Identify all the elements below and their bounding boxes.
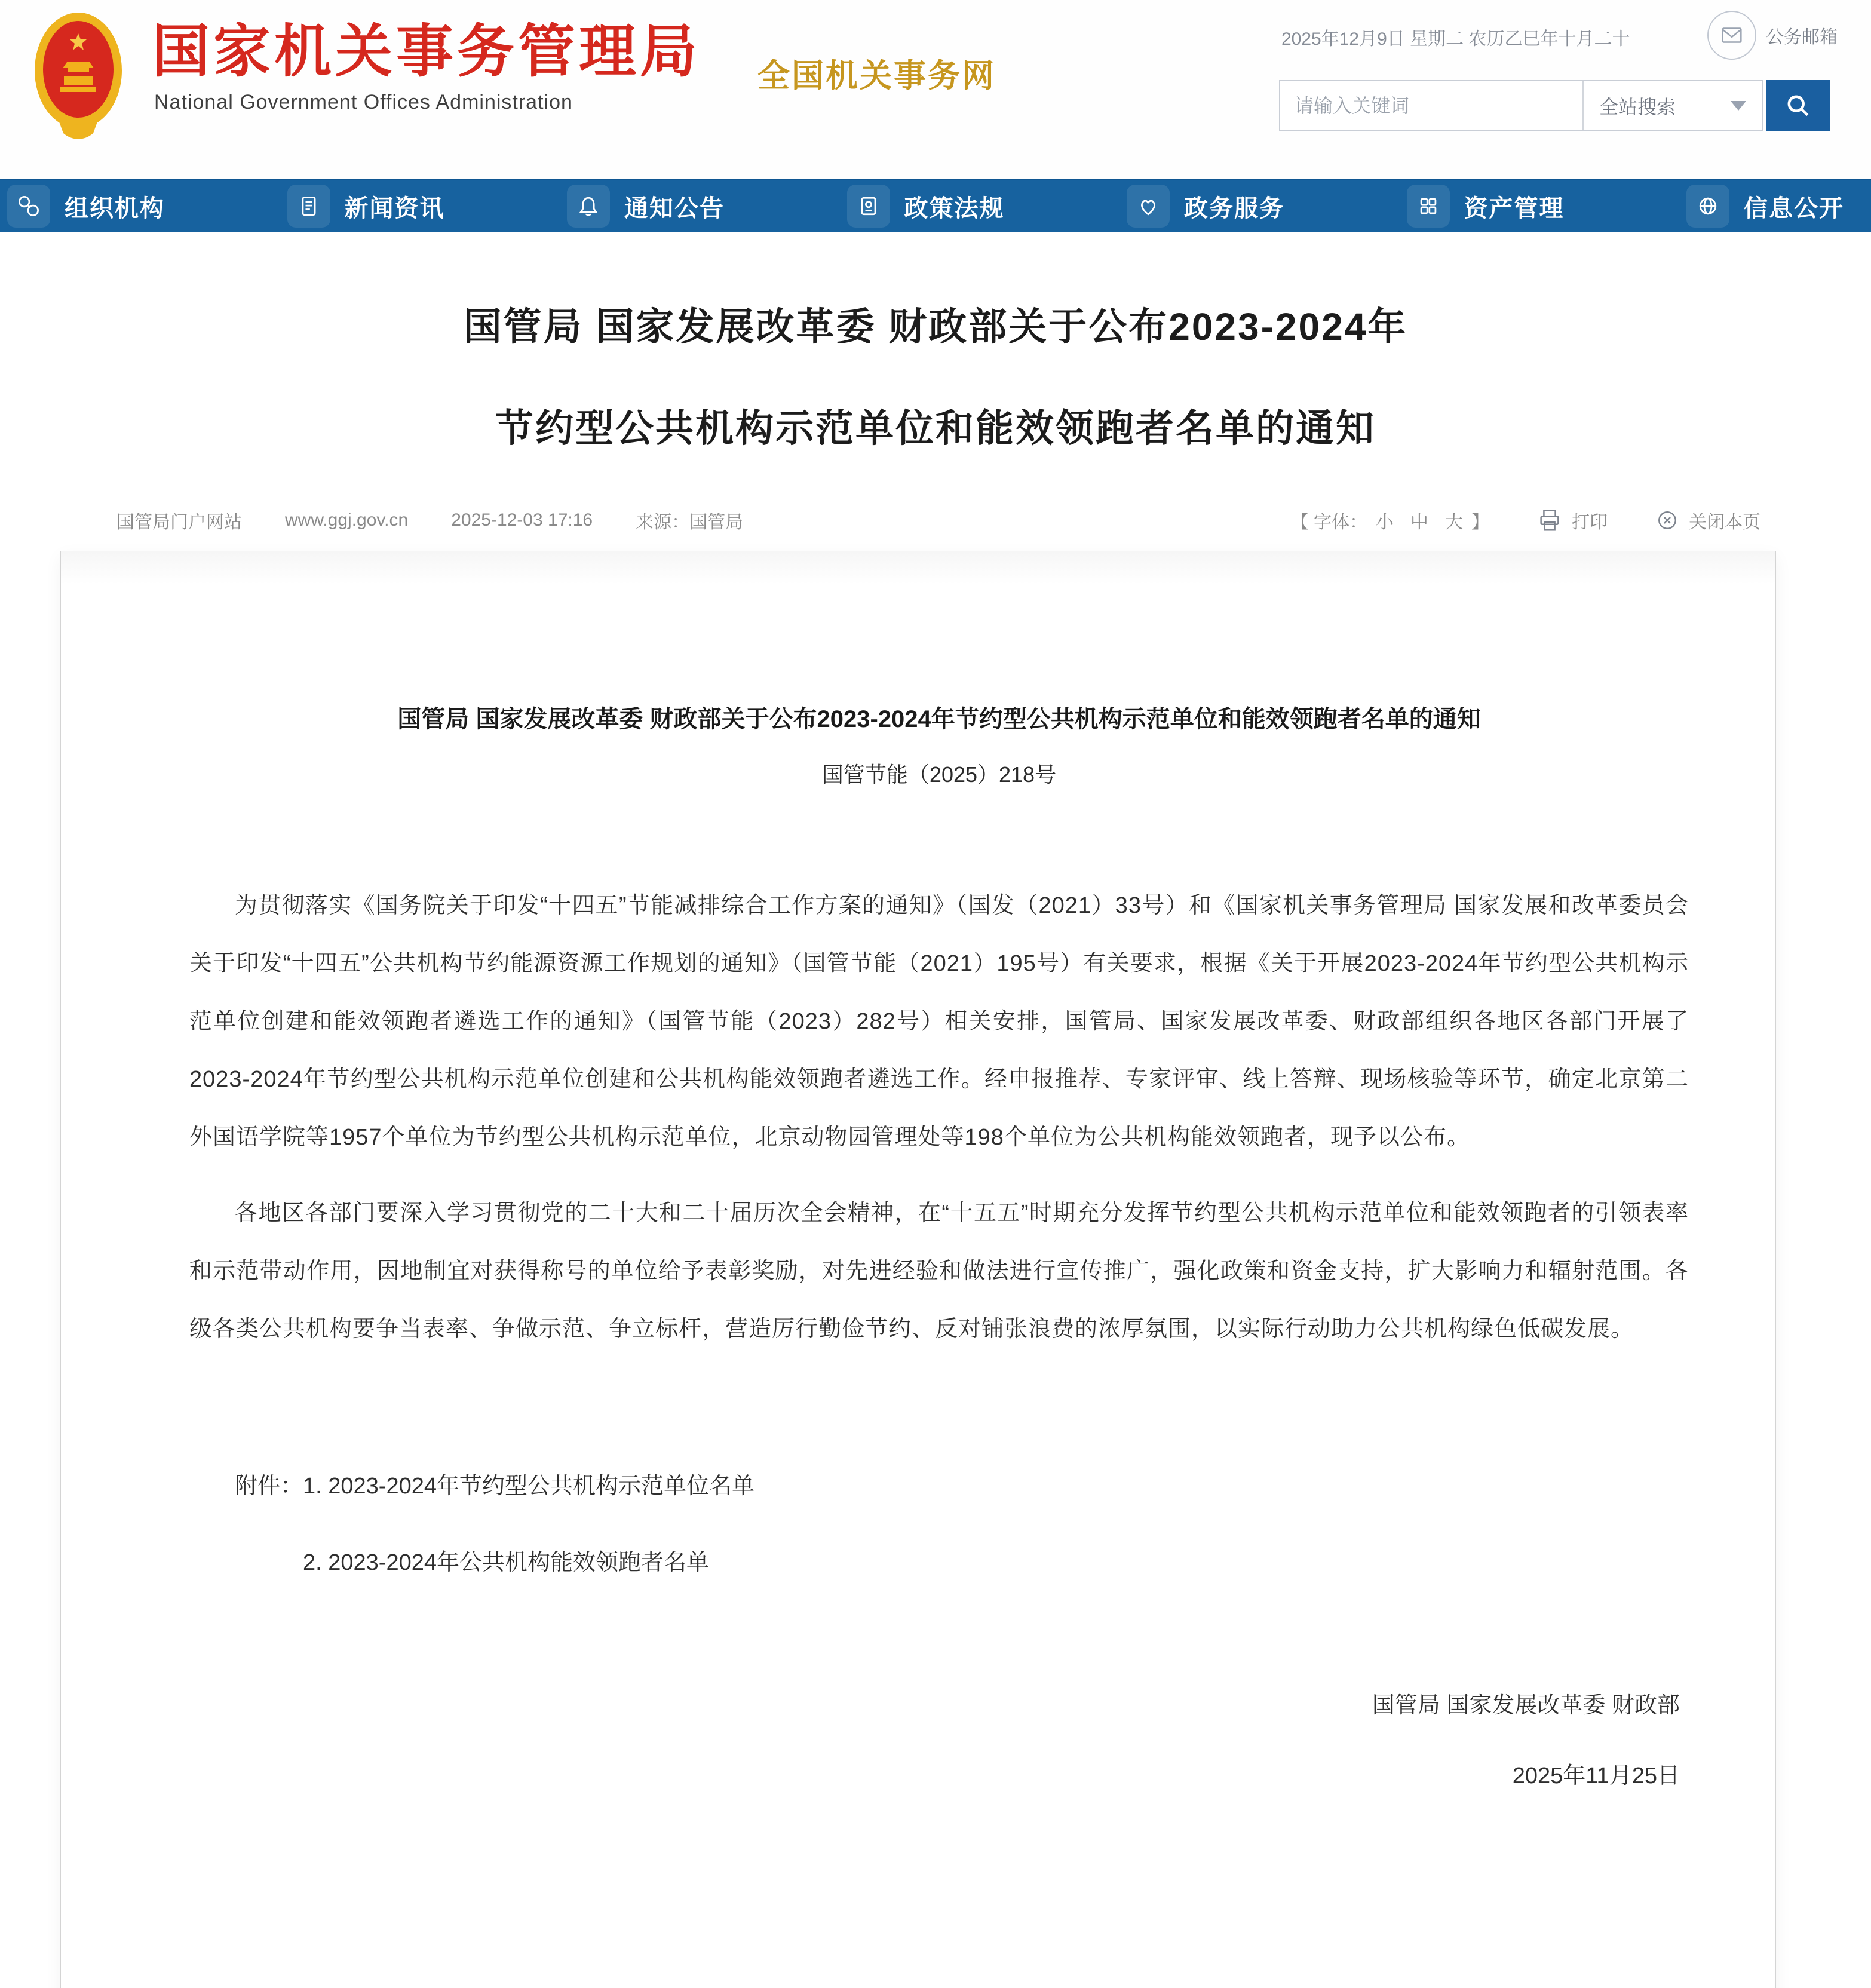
nav-item-policies[interactable] xyxy=(847,185,1005,228)
search-scope-label: 全站搜索 xyxy=(1599,96,1676,118)
font-size-small[interactable]: 小 xyxy=(1376,513,1394,532)
main-nav xyxy=(0,179,1871,232)
font-widget-prefix: 【 字体： xyxy=(1290,513,1367,532)
print-label: 打印 xyxy=(1572,513,1608,532)
policy-icon xyxy=(847,185,890,228)
print-button[interactable] xyxy=(1536,507,1608,534)
attachments-list xyxy=(303,1448,754,1601)
site-search xyxy=(1279,80,1830,131)
close-label: 关闭本页 xyxy=(1689,513,1760,532)
search-scope-dropdown[interactable] xyxy=(1582,81,1762,130)
nav-label: 政策法规 xyxy=(904,195,1005,222)
page-title-line1: 国管局 国家发展改革委 财政部关于公布2023-2024年 xyxy=(463,305,1408,348)
font-size-widget xyxy=(1291,507,1489,533)
close-page-button[interactable] xyxy=(1654,507,1760,533)
paragraph: 各地区各部门要深入学习贯彻党的二十大和二十届历次全会精神，在“十五五”时期充分发挥节约型公共机构示范单位和能效领跑者的引领表率和示范带动作用，因地制宜对获得称号的单位给予表彰奖励，对先进经验和做法进行宣传推广，强化政策和资金支持，扩大影响力和辐射范围。各级各类公共机构要争当表率、争做示范、争立标杆，营造厉行勤俭节约、反对铺张浪费的浓厚氛围，以实际行动助力公共机构绿色低碳发展。 xyxy=(189,1201,1689,1342)
attachment-link-2[interactable]: 2. 2023-2024年公共机构能效领跑者名单 xyxy=(303,1550,709,1575)
mailbox-label: 公务邮箱 xyxy=(1766,27,1838,47)
asset-grid-icon xyxy=(1407,185,1450,228)
meta-source-site: 国管局门户网站 xyxy=(116,513,242,532)
site-title: 国家机关事务管理局 xyxy=(152,20,701,84)
date-line: 2025年12月9日 星期二 农历乙巳年十月二十 xyxy=(1281,29,1630,49)
font-size-medium[interactable]: 中 xyxy=(1410,513,1428,532)
search-icon xyxy=(1783,90,1814,121)
nav-label: 信息公开 xyxy=(1744,195,1844,222)
meta-source-label: 来源：国管局 xyxy=(636,513,744,532)
document-number: 国管节能（2025）218号 xyxy=(821,762,1057,787)
site-header xyxy=(0,0,1871,179)
service-heart-icon xyxy=(1127,185,1170,228)
page-title-line2: 节约型公共机构示范单位和能效领跑者名单的通知 xyxy=(495,407,1376,450)
info-globe-icon xyxy=(1686,185,1729,228)
nav-label: 资产管理 xyxy=(1464,195,1565,222)
attachment-link-1[interactable]: 1. 2023-2024年节约型公共机构示范单位名单 xyxy=(303,1474,754,1499)
nav-item-organization[interactable] xyxy=(7,185,165,228)
national-emblem-logo xyxy=(33,10,124,147)
chevron-down-icon xyxy=(1731,101,1746,111)
meta-url: www.ggj.gov.cn xyxy=(285,510,409,530)
printer-icon xyxy=(1536,507,1563,534)
bell-icon xyxy=(567,185,610,228)
article-body xyxy=(61,701,1775,1791)
search-box xyxy=(1279,80,1763,131)
page-title xyxy=(0,276,1871,479)
article-meta-bar xyxy=(116,507,1760,534)
search-button[interactable] xyxy=(1766,80,1830,131)
close-icon xyxy=(1654,507,1680,533)
nav-item-notices[interactable] xyxy=(567,185,725,228)
nav-item-news[interactable] xyxy=(287,185,445,228)
nav-item-services[interactable] xyxy=(1127,185,1284,228)
search-input[interactable] xyxy=(1280,85,1582,127)
article-content-box xyxy=(60,551,1776,1988)
site-network-title: 全国机关事务网 xyxy=(757,58,996,94)
signature-block xyxy=(189,1691,1689,1791)
issue-date: 2025年11月25日 xyxy=(1512,1763,1680,1788)
meta-left xyxy=(116,507,743,533)
attachments-section xyxy=(189,1448,1689,1601)
site-subtitle-en: National Government Offices Administration xyxy=(154,91,573,113)
nav-label: 通知公告 xyxy=(624,195,725,222)
font-size-large[interactable]: 大 xyxy=(1445,513,1463,532)
envelope-icon xyxy=(1707,11,1756,60)
nav-label: 政务服务 xyxy=(1184,195,1284,222)
article-heading: 国管局 国家发展改革委 财政部关于公布2023-2024年节约型公共机构示范单位和能效领跑者名单的通知 xyxy=(397,706,1481,732)
article-paragraphs xyxy=(189,877,1689,1358)
nav-label: 新闻资讯 xyxy=(344,195,445,222)
issuing-agencies: 国管局 国家发展改革委 财政部 xyxy=(1372,1693,1680,1718)
font-widget-suffix: 】 xyxy=(1471,513,1489,532)
org-icon xyxy=(7,185,50,228)
attachments-label: 附件： xyxy=(235,1474,303,1499)
news-icon xyxy=(287,185,330,228)
meta-right xyxy=(1291,507,1760,534)
official-mailbox-link[interactable] xyxy=(1707,11,1838,60)
nav-item-disclosure[interactable] xyxy=(1686,185,1844,228)
paragraph: 为贯彻落实《国务院关于印发“十四五”节能减排综合工作方案的通知》（国发（2021）33号）和《国家机关事务管理局 国家发展和改革委员会关于印发“十四五”公共机构节约能源资源工作规划的通知》（国管节能（2021）195号）有关要求，根据《关于开展2023-2024年节约型公共机构示范单位创建和能效领跑者遴选工作的通知》（国管节能（2023）282号）相关安排，国管局、国家发展改革委、财政部组织各地区各部门开展了2023-2024年节约型公共机构示范单位创建和公共机构能效领跑者遴选工作。经申报推荐、专家评审、线上答辩、现场核验等环节，确定北京第二外国语学院等1957个单位为节约型公共机构示范单位，北京动物园管理处等198个单位为公共机构能效领跑者，现予以公布。 xyxy=(189,893,1689,1150)
nav-item-assets[interactable] xyxy=(1407,185,1565,228)
meta-publish-time: 2025-12-03 17:16 xyxy=(451,510,593,530)
nav-label: 组织机构 xyxy=(65,195,165,222)
